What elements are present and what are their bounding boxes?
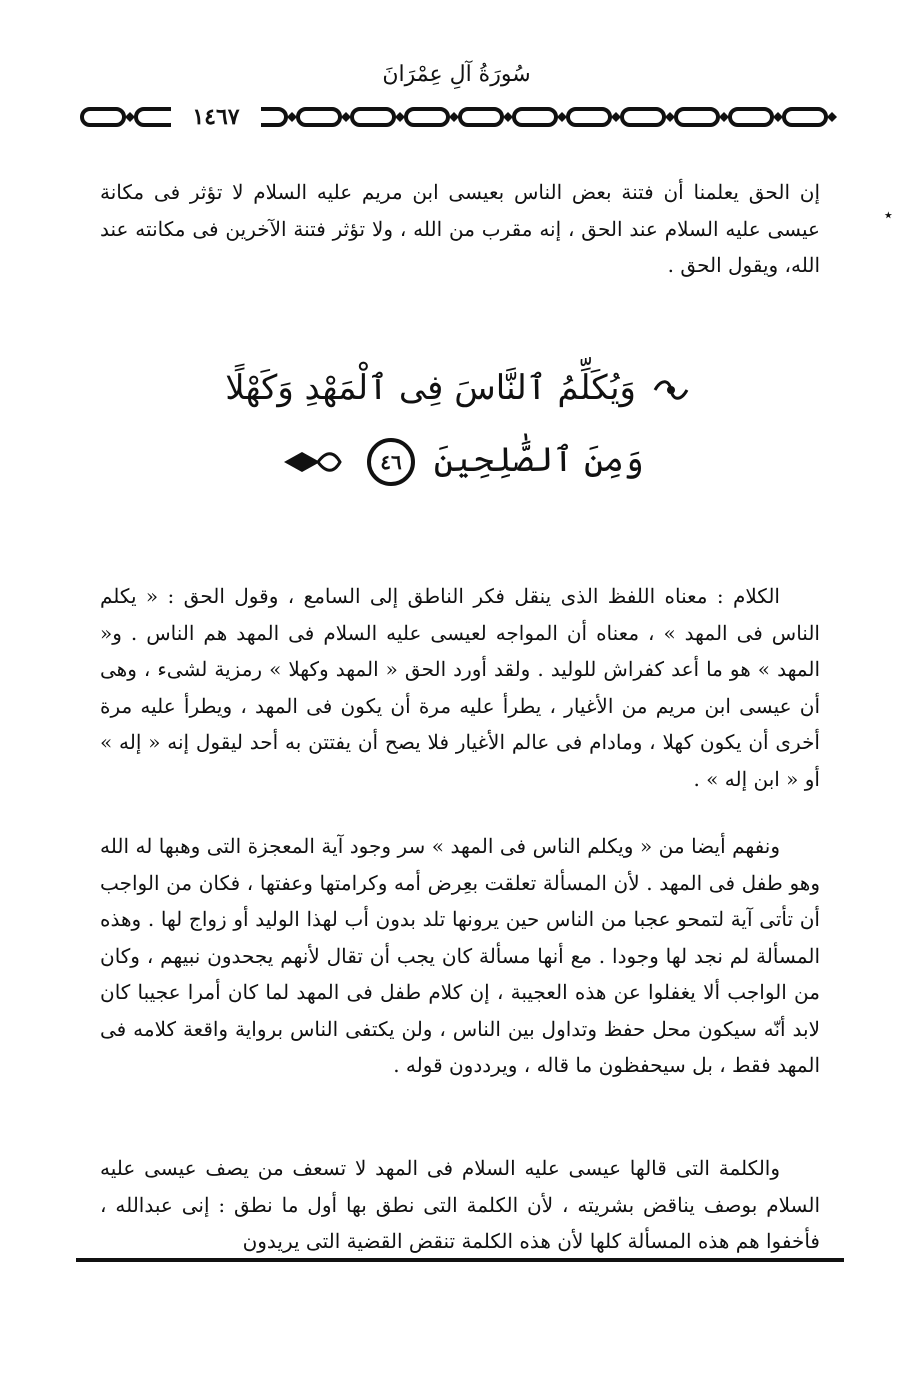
paragraph-understanding: ونفهم أيضا من « ويكلم الناس فى المهد » سر وجود آية المعجزة التى وهبها له الله وهو طفل فى المهد . لأن المسألة تعلقت بعِرض أمه وكرامتها وعفتها ، فكان من الواجب أن تأتى آية لتمحو عجبا من الناس حين يرونها تلد بدون أب لهذا الوليد أو زواج لها . وهذه المسألة لم نجد لها وجودا . مع أنها مسألة كان يجب أن تقال لأنهم يجحدون نبيهم ، وكان من الواجب ألا يغفلوا عن هذه العجيبة ، إن كلام طفل فى المهد لما كان أمرا عجيبا كان لابد أنّه سيكون محل حفظ وتداول بين الناس ، ولن يكتفى الناس برواية واقعة كلامه فى المهد فقط ، بل سيحفظون ما قاله ، ويرددون قوله . — [100, 834, 820, 1077]
chain-link — [676, 109, 718, 125]
chain-diamond — [719, 112, 729, 122]
chain-diamond — [503, 112, 513, 122]
page-number: ١٤٦٧ — [171, 100, 261, 134]
verse-number-medallion: ٤٦ — [367, 438, 415, 486]
verse-line-1 — [150, 352, 770, 424]
chain-diamond — [557, 112, 567, 122]
chain-diamond — [611, 112, 621, 122]
footer-rule — [76, 1258, 844, 1262]
chain-link — [298, 109, 340, 125]
verse-text-1: وَيُكَلِّمُ ٱلنَّاسَ فِى ٱلْمَهْدِ وَكَهْلًا — [225, 368, 636, 408]
intro-paragraph: إن الحق يعلمنا أن فتنة بعض الناس بعيسى ابن مريم عليه السلام لا تؤثر فى مكانة عيسى عليه السلام عند الحق ، إنه مقرب من الله ، ولا تؤثر فتنة الآخرين فى مكانته عند الله، ويقول الحق . — [100, 180, 820, 277]
chain-link — [82, 109, 124, 125]
chain-link — [514, 109, 556, 125]
chain-link — [730, 109, 772, 125]
paragraph-word: والكلمة التى قالها عيسى عليه السلام فى المهد لا تسعف من يصف عيسى عليه السلام بوصف يناقض بشريته ، لأن الكلمة التى نطق بها أول ما نطق : إنى عبدالله ، فأخفوا هم هذه المسألة كلها لأن هذه الكلمة تنقض القضية التى يريدون — [100, 1156, 820, 1253]
chain-link — [568, 109, 610, 125]
verse-text-2: وَمِنَ ٱلصَّٰلِحِينَ — [433, 440, 644, 480]
paragraph-kalam: الكلام : معناه اللفظ الذى ينقل فكر الناطق إلى السامع ، وقول الحق : « يكلم الناس فى المهد » ، معناه أن المواجه لعيسى عليه السلام فى المهد هم الناس . و« المهد » هو ما أعد كفراش للوليد . ولقد أورد الحق « المهد وكهلا » رمزية لشىء ، وهى أن عيسى ابن مريم من الأغيار ، يطرأ عليه مرة أن يكون فى المهد ، ويطرأ عليه مرة أخرى أن يكون كهلا ، ومادام فى عالم الأغيار فلا يصح أن يفتتن به أحد ليقول إنه « إله » أو « ابن إله » . — [100, 584, 820, 791]
chain-link — [622, 109, 664, 125]
chain-diamond — [449, 112, 459, 122]
verse-end-ornament-icon — [282, 447, 342, 477]
quran-verse — [150, 352, 770, 496]
chain-diamond — [287, 112, 297, 122]
chain-diamond — [125, 112, 135, 122]
chain-diamond — [395, 112, 405, 122]
surah-title: سُورَةُ آلِ عِمْرَانَ — [382, 62, 531, 87]
chain-link — [784, 109, 826, 125]
verse-ornament-icon — [653, 377, 689, 403]
chain-link — [460, 109, 502, 125]
chain-link — [406, 109, 448, 125]
verse-line-2 — [150, 424, 770, 496]
margin-mark: ٭ — [884, 205, 893, 224]
chain-diamond — [665, 112, 675, 122]
chain-diamond — [341, 112, 351, 122]
chain-diamond — [773, 112, 783, 122]
chain-link — [352, 109, 394, 125]
chain-diamond — [827, 112, 837, 122]
